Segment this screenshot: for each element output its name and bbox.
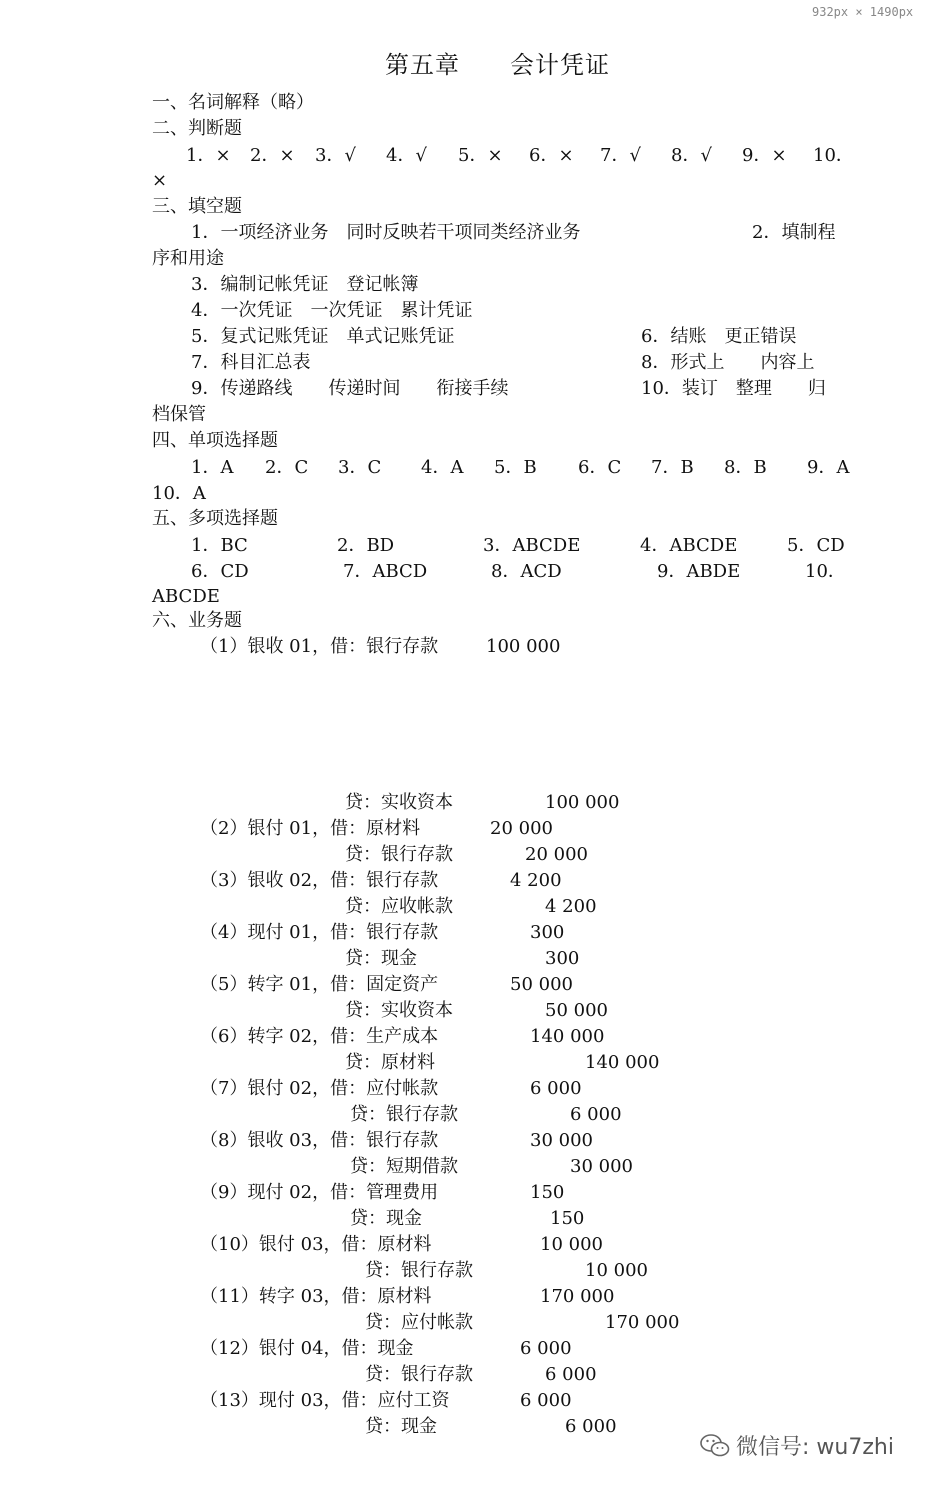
dimension-label: 932px × 1490px [812,5,914,19]
answer-item: 2．BD [337,535,395,556]
fill-line: 10．装订 整理 归 [641,378,826,399]
answer-item: 10．A [152,483,206,504]
answer-item: 8．ACD [491,561,562,582]
fill-line: 1．一项经济业务 同时反映若干项同类经济业务 [191,222,581,243]
answer-item: 10． [805,561,846,582]
entry-credit-amount: 6 000 [545,1364,597,1385]
entry-credit: 贷：应收帐款 [345,896,453,917]
entry-credit-amount: 30 000 [570,1156,633,1177]
entry-debit: （3）银收 02，借：银行存款 [200,870,439,891]
entry-debit-amount: 6 000 [520,1338,572,1359]
entry-credit: 贷：银行存款 [365,1260,473,1281]
answer-item: 2．C [265,457,309,478]
entry-credit: 贷：现金 [350,1208,422,1229]
fill-line: 3．编制记帐凭证 登记帐簿 [191,274,419,295]
entry-credit: 贷：应付帐款 [365,1312,473,1333]
answer-item: 2．× [250,145,295,166]
answer-item: 4．A [421,457,464,478]
section-heading: 三、填空题 [152,196,242,217]
entry-debit: （12）银付 04，借：现金 [200,1338,414,1359]
answer-item: 7．ABCD [343,561,428,582]
section-heading: 六、业务题 [152,610,242,631]
entry-credit-amount: 150 [550,1208,585,1229]
entry-credit-amount: 6 000 [565,1416,617,1437]
entry-credit: 贷：银行存款 [350,1104,458,1125]
fill-line: 9．传递路线 传递时间 衔接手续 [191,378,509,399]
entry-debit-amount: 150 [530,1182,565,1203]
answer-item: 7．B [651,457,694,478]
answer-item: 4．ABCDE [640,535,738,556]
entry-credit-amount: 140 000 [585,1052,660,1073]
entry-debit: （4）现付 01，借：银行存款 [200,922,439,943]
entry-debit: （10）银付 03，借：原材料 [200,1234,432,1255]
watermark-text: 微信号: wu7zhi [736,1435,894,1460]
answer-item: 8．B [724,457,767,478]
answer-item: ABCDE [152,586,220,607]
answer-item: 1．× [186,145,231,166]
entry-credit: 贷：银行存款 [345,844,453,865]
entry-credit-amount: 170 000 [605,1312,680,1333]
entry-debit: （1）银收 01，借：银行存款 [200,636,439,657]
answer-item: 6．CD [191,561,249,582]
answer-item: 4．√ [386,145,427,166]
answer-item: 1．A [191,457,234,478]
entry-debit: （7）银付 02，借：应付帐款 [200,1078,439,1099]
entry-credit: 贷：实收资本 [345,792,453,813]
entry-credit-amount: 6 000 [570,1104,622,1125]
answer-item: 5．× [458,145,503,166]
fill-line: 7．科目汇总表 [191,352,311,373]
entry-debit-amount: 50 000 [510,974,573,995]
entry-debit: （5）转字 01，借：固定资产 [200,974,439,995]
entry-credit-amount: 100 000 [545,792,620,813]
answer-item: 9．× [742,145,787,166]
entry-debit-amount: 4 200 [510,870,562,891]
answer-item: 9．A [807,457,850,478]
page-title: 第五章 会计凭证 [385,51,610,79]
section-heading: 四、单项选择题 [152,430,278,451]
answer-item: 5．B [494,457,537,478]
entry-credit: 贷：现金 [345,948,417,969]
entry-credit: 贷：原材料 [345,1052,435,1073]
entry-credit-amount: 50 000 [545,1000,608,1021]
entry-credit: 贷：实收资本 [345,1000,453,1021]
fill-line: 档保管 [152,404,206,425]
fill-line: 8．形式上 内容上 [641,352,815,373]
entry-debit-amount: 140 000 [530,1026,605,1047]
entry-debit: （9）现付 02，借：管理费用 [200,1182,439,1203]
entry-debit-amount: 6 000 [520,1390,572,1411]
answer-item: 9．ABDE [657,561,741,582]
answer-item: × [152,170,168,191]
entry-debit-amount: 100 000 [486,636,561,657]
entry-debit: （8）银收 03，借：银行存款 [200,1130,439,1151]
entry-credit-amount: 10 000 [585,1260,648,1281]
entry-credit: 贷：现金 [365,1416,437,1437]
entry-credit-amount: 300 [545,948,580,969]
entry-credit-amount: 20 000 [525,844,588,865]
fill-line: 4．一次凭证 一次凭证 累计凭证 [191,300,473,321]
answer-item: 5．CD [787,535,845,556]
entry-debit: （6）转字 02，借：生产成本 [200,1026,439,1047]
entry-debit: （11）转字 03，借：原材料 [200,1286,432,1307]
answer-item: 7．√ [600,145,641,166]
section-heading: 一、名词解释（略） [152,92,314,113]
answer-item: 3．C [338,457,382,478]
fill-line: 6．结账 更正错误 [641,326,797,347]
answer-item: 1．BC [191,535,248,556]
entry-debit: （2）银付 01，借：原材料 [200,818,421,839]
section-heading: 二、判断题 [152,118,242,139]
section-heading: 五、多项选择题 [152,508,278,529]
watermark [700,1430,894,1461]
entry-credit-amount: 4 200 [545,896,597,917]
entry-debit-amount: 30 000 [530,1130,593,1151]
fill-line: 序和用途 [152,248,224,269]
answer-item: 6．× [529,145,574,166]
answer-item: 6．C [578,457,622,478]
entry-debit-amount: 300 [530,922,565,943]
fill-line: 5．复式记账凭证 单式记账凭证 [191,326,455,347]
wechat-icon [700,1433,730,1459]
answer-item: 3．√ [315,145,356,166]
entry-debit-amount: 20 000 [490,818,553,839]
entry-debit: （13）现付 03，借：应付工资 [200,1390,450,1411]
entry-debit-amount: 170 000 [540,1286,615,1307]
answer-item: 3．ABCDE [483,535,581,556]
answer-item: 10． [813,145,854,166]
entry-debit-amount: 10 000 [540,1234,603,1255]
answer-item: 8．√ [671,145,712,166]
entry-debit-amount: 6 000 [530,1078,582,1099]
entry-credit: 贷：短期借款 [350,1156,458,1177]
entry-credit: 贷：银行存款 [365,1364,473,1385]
fill-line: 2．填制程 [752,222,836,243]
